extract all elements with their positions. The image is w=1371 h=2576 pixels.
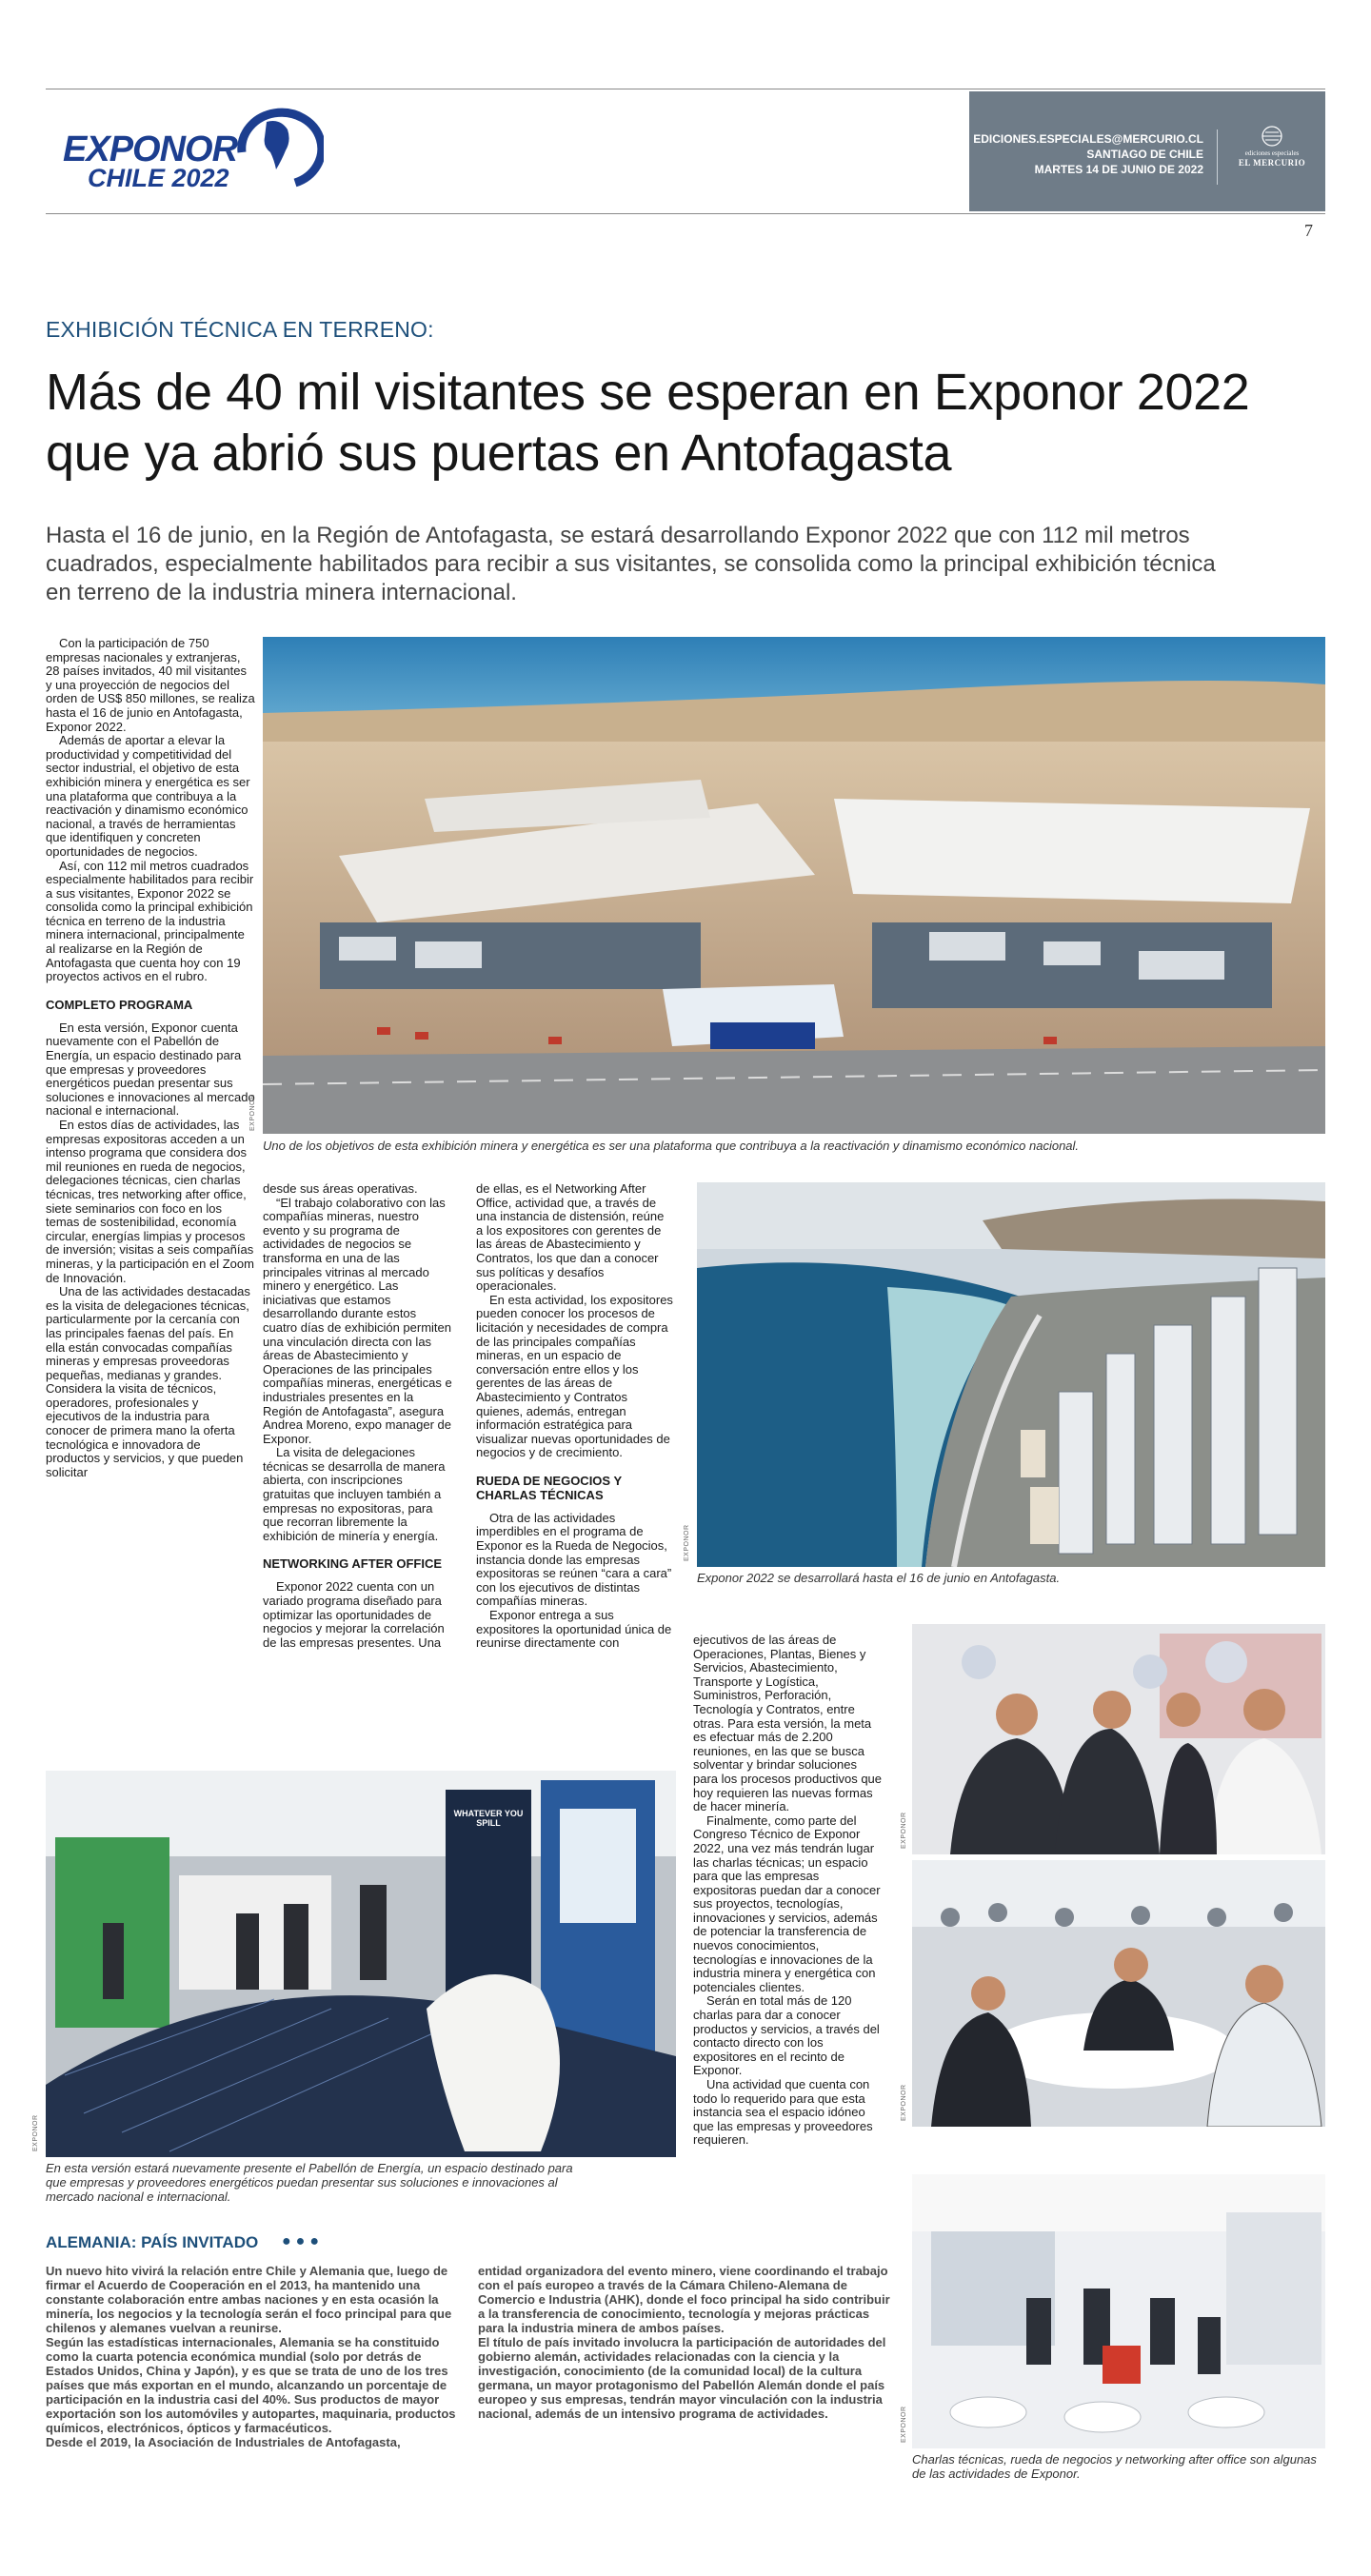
edition-info-box bbox=[969, 91, 1325, 211]
date-line: MARTES 14 DE JUNIO DE 2022 bbox=[1034, 163, 1203, 176]
box-column-2 bbox=[478, 2264, 895, 2421]
caption-city-photo: Exponor 2022 se desarrollará hasta el 16 de junio en Antofagasta. bbox=[697, 1571, 1061, 1585]
box-paragraph: El título de país invitado involucra la participación de autoridades del gobierno alemán, actividades relacionadas con la ciencia y la investigación, conocimiento (de la comunidad local) de la cultura germana, un mayor protagonismo del Pabellón Alemán donde el país europeo y sus empresas, tendrán mayor vinculación con la industria nacional, además de un intensivo programa de actividades. bbox=[478, 2335, 886, 2421]
info-divider bbox=[1217, 129, 1218, 185]
photo-credit: EXPONOR bbox=[684, 1524, 690, 1561]
logo-wordmark: EXPONOR bbox=[63, 129, 238, 169]
box-column-1 bbox=[46, 2264, 463, 2449]
paragraph: En esta versión, Exponor cuenta nuevamente con el Pabellón de Energía, un espacio destinado para que empresas y proveedores energéticos puedan presentar sus soluciones e innovaciones al mercado nacional e internacional. bbox=[46, 1020, 255, 1119]
paragraph: Exponor entrega a sus expositores la oportunidad única de reunirse directamente con bbox=[476, 1608, 672, 1651]
energy-pavilion-photo bbox=[46, 1771, 676, 2157]
paragraph: Otra de las actividades imperdibles en el programa de Exponor es la Rueda de Negocios, instancia donde las empresas expositoras se reúnen “cara a cara” con los ejecutivos de distintas compañías mineras. bbox=[476, 1510, 672, 1609]
paragraph: Finalmente, como parte del Congreso Técnico de Exponor 2022, una vez más tendrán lugar las charlas técnicas; un espacio para que las empresas expositoras puedan dar a conocer sus proyectos, tecnologías, innovaciones y servicios, además de potenciar la transferencia de nuevos conocimientos, tecnologías e innovaciones de la industria minera y energética con potenciales clientes. bbox=[693, 1813, 881, 1994]
box-paragraph: entidad organizadora del evento minero, viene coordinando el trabajo con el país europeo a través de la Cámara Chileno-Alemana de Comercio e Industria (AHK), donde el foco principal ha sido contribuir a la transferencia de conocimiento, tecnología y mejoras prácticas para la industria minera de ambos países. bbox=[478, 2264, 890, 2335]
photo-credit: EXPONOR bbox=[901, 2406, 907, 2443]
caption-talks-photo: Charlas técnicas, rueda de negocios y networking after office son algunas de las actividades de Exponor. bbox=[912, 2452, 1317, 2481]
body-column-3 bbox=[476, 1182, 674, 1651]
paragraph: En estos días de actividades, las empresas expositoras acceden a un intenso programa que considera dos mil reuniones en rueda de negocios, delegaciones técnicas, cien charlas técnicas, tres networking after office, siete seminarios con foco en los temas de sostenibilidad, economía circular, energías limpias y procesos de inversión; visitas a seis compañías mineras, y la participación en el Zoom de Innovación. bbox=[46, 1118, 254, 1285]
subheading-rueda: RUEDA DE NEGOCIOS Y CHARLAS TÉCNICAS bbox=[476, 1473, 622, 1502]
city-line: SANTIAGO DE CHILE bbox=[1086, 148, 1203, 161]
kicker: EXHIBICIÓN TÉCNICA EN TERRENO: bbox=[46, 317, 434, 342]
globe-swoosh-icon bbox=[228, 99, 324, 190]
logo-subline: CHILE 2022 bbox=[88, 164, 229, 192]
paragraph: Serán en total más de 120 charlas para dar a conocer productos y servicios, a través del contacto directo con los expositores en el recinto de Exponor. bbox=[693, 1993, 880, 2078]
dek: Hasta el 16 de junio, en la Región de Antofagasta, se estará desarrollando Exponor 2022 que con 112 mil metros cuadrados, especialmente habilitados para recibir a sus visitantes, se consolida como la principal exhibición técnica en terreno de la industria minera internacional. bbox=[46, 523, 1216, 605]
paragraph: “El trabajo colaborativo con las compañías mineras, nuestro evento y su programa de actividades de negocios se transforma en una de las principales vitrinas al mercado minero y energético. Las iniciativas que estamos desarrollando durante estos cuatro días de exhibición permiten una vinculación directa con las áreas de Abastecimiento y Operaciones de las principales compañías mineras, energéticas e industriales presentes en la Región de Antofagasta”, asegura Andrea Moreno, expo manager de Exponor. bbox=[263, 1195, 452, 1446]
photo-credit: EXPONOR bbox=[901, 2084, 907, 2121]
headline: Más de 40 mil visitantes se esperan en Exponor 2022 que ya abrió sus puertas en Antofagasta bbox=[46, 364, 1250, 482]
subheading-networking: NETWORKING AFTER OFFICE bbox=[263, 1556, 443, 1572]
el-mercurio-brand bbox=[1228, 126, 1316, 168]
aerial-fairground-photo bbox=[263, 637, 1325, 1134]
paragraph: Además de aportar a elevar la productividad y competitividad del sector industrial, el objetivo de esta exhibición minera y energética es ser una plataforma que contribuya a la reactivación y dinamismo económico nacional, a través de herramientas que identifiquen y concreten oportunidades de negocios. bbox=[46, 733, 250, 859]
box-title: ALEMANIA: PAÍS INVITADO bbox=[46, 2233, 259, 2251]
box-paragraph: Un nuevo hito vivirá la relación entre Chile y Alemania que, luego de firmar el Acuerdo de Cooperación en el 2013, ha mantenido una constante colaboración entre ambas naciones y en esta ocasión la minería, los negocios y la tecnología serán el foco principal para que chilenos y alemanes vuelvan a reunirse. bbox=[46, 2264, 452, 2335]
subheading-completo: COMPLETO PROGRAMA bbox=[46, 997, 193, 1012]
photo-credit: EXPONOR bbox=[901, 1812, 907, 1849]
meeting-people-photo bbox=[912, 1624, 1325, 1854]
mercurio-emblem-icon bbox=[1258, 126, 1286, 147]
business-roundtable-photo bbox=[912, 1860, 1325, 2127]
paragraph: En esta actividad, los expositores pueden conocer los procesos de licitación y necesidades de compra de las principales compañías mineras, en un espacio de conversación entre ellos y los gerentes de las áreas de Abastecimiento y Contratos quienes, además, entregan información estratégica para visualizar nuevas oportunidades de negocios y de crecimiento. bbox=[476, 1292, 673, 1460]
caption-pavilion-photo: En esta versión estará nuevamente presente el Pabellón de Energía, un espacio destinado para que empresas y proveedores energéticos puedan presentar sus soluciones e innovaciones al mercado nacional e internacional. bbox=[46, 2161, 573, 2204]
paragraph: de ellas, es el Networking After Office, actividad que, a través de una instancia de distensión, reúne a los expositores con gerentes de las áreas de Abastecimiento y Contratos, los que dan a conocer sus políticas y desafíos operacionales. bbox=[476, 1181, 665, 1294]
paragraph: desde sus áreas operativas. bbox=[263, 1181, 418, 1196]
exponor-logo bbox=[59, 97, 326, 192]
caption-main-photo: Uno de los objetivos de esta exhibición minera y energética es ser una plataforma que contribuya a la reactivación y dinamismo económico nacional. bbox=[263, 1139, 1080, 1153]
photo-credit: EXPONOR bbox=[249, 1094, 256, 1131]
box-paragraph: Según las estadísticas internacionales, Alemania se ha constituido como la cuarta potencia económica mundial (solo por detrás de Estados Unidos, China y Japón), y es que se trata de uno de los tres países que más exportan en el mundo, alcanzando un porcentaje de participación en la industria casi del 40%. Sus productos de mayor exportación son los automóviles y autopartes, maquinaria, productos químicos, electrónicos, ópticos y farmacéuticos. bbox=[46, 2335, 456, 2435]
paragraph: Una de las actividades destacadas es la visita de delegaciones técnicas, particularmente por la cercanía con las principales faenas del país. En ella están convocadas compañías mineras y empresas proveedoras pequeñas, medianas y grandes. Considera la visita de técnicos, operadores, profesionales y ejecutivos de la industria para conocer de primera mano la oferta tecnológica e innovadora de productos y servicios, y que pueden solicitar bbox=[46, 1284, 250, 1479]
box-paragraph: Desde el 2019, la Asociación de Industriales de Antofagasta, bbox=[46, 2435, 401, 2449]
paragraph: La visita de delegaciones técnicas se desarrolla de manera abierta, con inscripciones gratuitas que incluyen también a empresas no expositoras, para que recorran libremente la exhibición de minería y energía. bbox=[263, 1445, 446, 1543]
body-column-4 bbox=[693, 1634, 884, 2148]
page-number: 7 bbox=[1304, 221, 1313, 240]
brand-small-text: ediciones especiales bbox=[1244, 149, 1300, 157]
photo-credit: EXPONOR bbox=[32, 2114, 39, 2151]
antofagasta-city-photo bbox=[697, 1182, 1325, 1567]
paragraph: ejecutivos de las áreas de Operaciones, Plantas, Bienes y Servicios, Abastecimiento, Transporte y Logística, Suministros, Perforación, Tecnología y Contratos, entre otras. Para esta versión, la meta es efectuar más de 2.200 reuniones, en las que se busca solventar y brindar soluciones para los procesos productivos que hoy requieren las nuevas formas de hacer minería. bbox=[693, 1633, 883, 1814]
body-column-1 bbox=[46, 637, 255, 1479]
brand-name: EL MERCURIO bbox=[1238, 158, 1306, 168]
paragraph: Una actividad que cuenta con todo lo requerido para que esta instancia sea el espacio idóneo que las empresas y proveedores requieren. bbox=[693, 2077, 873, 2148]
paragraph: Así, con 112 mil metros cuadrados especialmente habilitados para recibir a sus visitantes, Exponor 2022 se consolida como la principal exhibición técnica en terreno de la industria minera internacional, principalmente al realizarse en la Región de Antofagasta que cuenta hoy con 19 proyectos activos en el rubro. bbox=[46, 858, 254, 984]
lounge-meeting-photo bbox=[912, 2174, 1325, 2448]
body-column-2 bbox=[263, 1182, 453, 1650]
box-dots: ●●● bbox=[282, 2233, 324, 2249]
paragraph: Exponor 2022 cuenta con un variado programa diseñado para optimizar las oportunidades de negocios y mejorar la correlación de las empresas presentes. Una bbox=[263, 1579, 445, 1650]
banner-text: WHATEVER YOU SPILL bbox=[453, 1809, 524, 1828]
masthead-rule bbox=[46, 213, 1325, 214]
paragraph: Con la participación de 750 empresas nacionales y extranjeras, 28 países invitados, 40 mil visitantes y una proyección de negocios del orden de US$ 850 millones, se realiza hasta el 16 de junio en Antofagasta, Exponor 2022. bbox=[46, 636, 255, 734]
email-line[interactable]: EDICIONES.ESPECIALES@MERCURIO.CL bbox=[973, 132, 1203, 146]
